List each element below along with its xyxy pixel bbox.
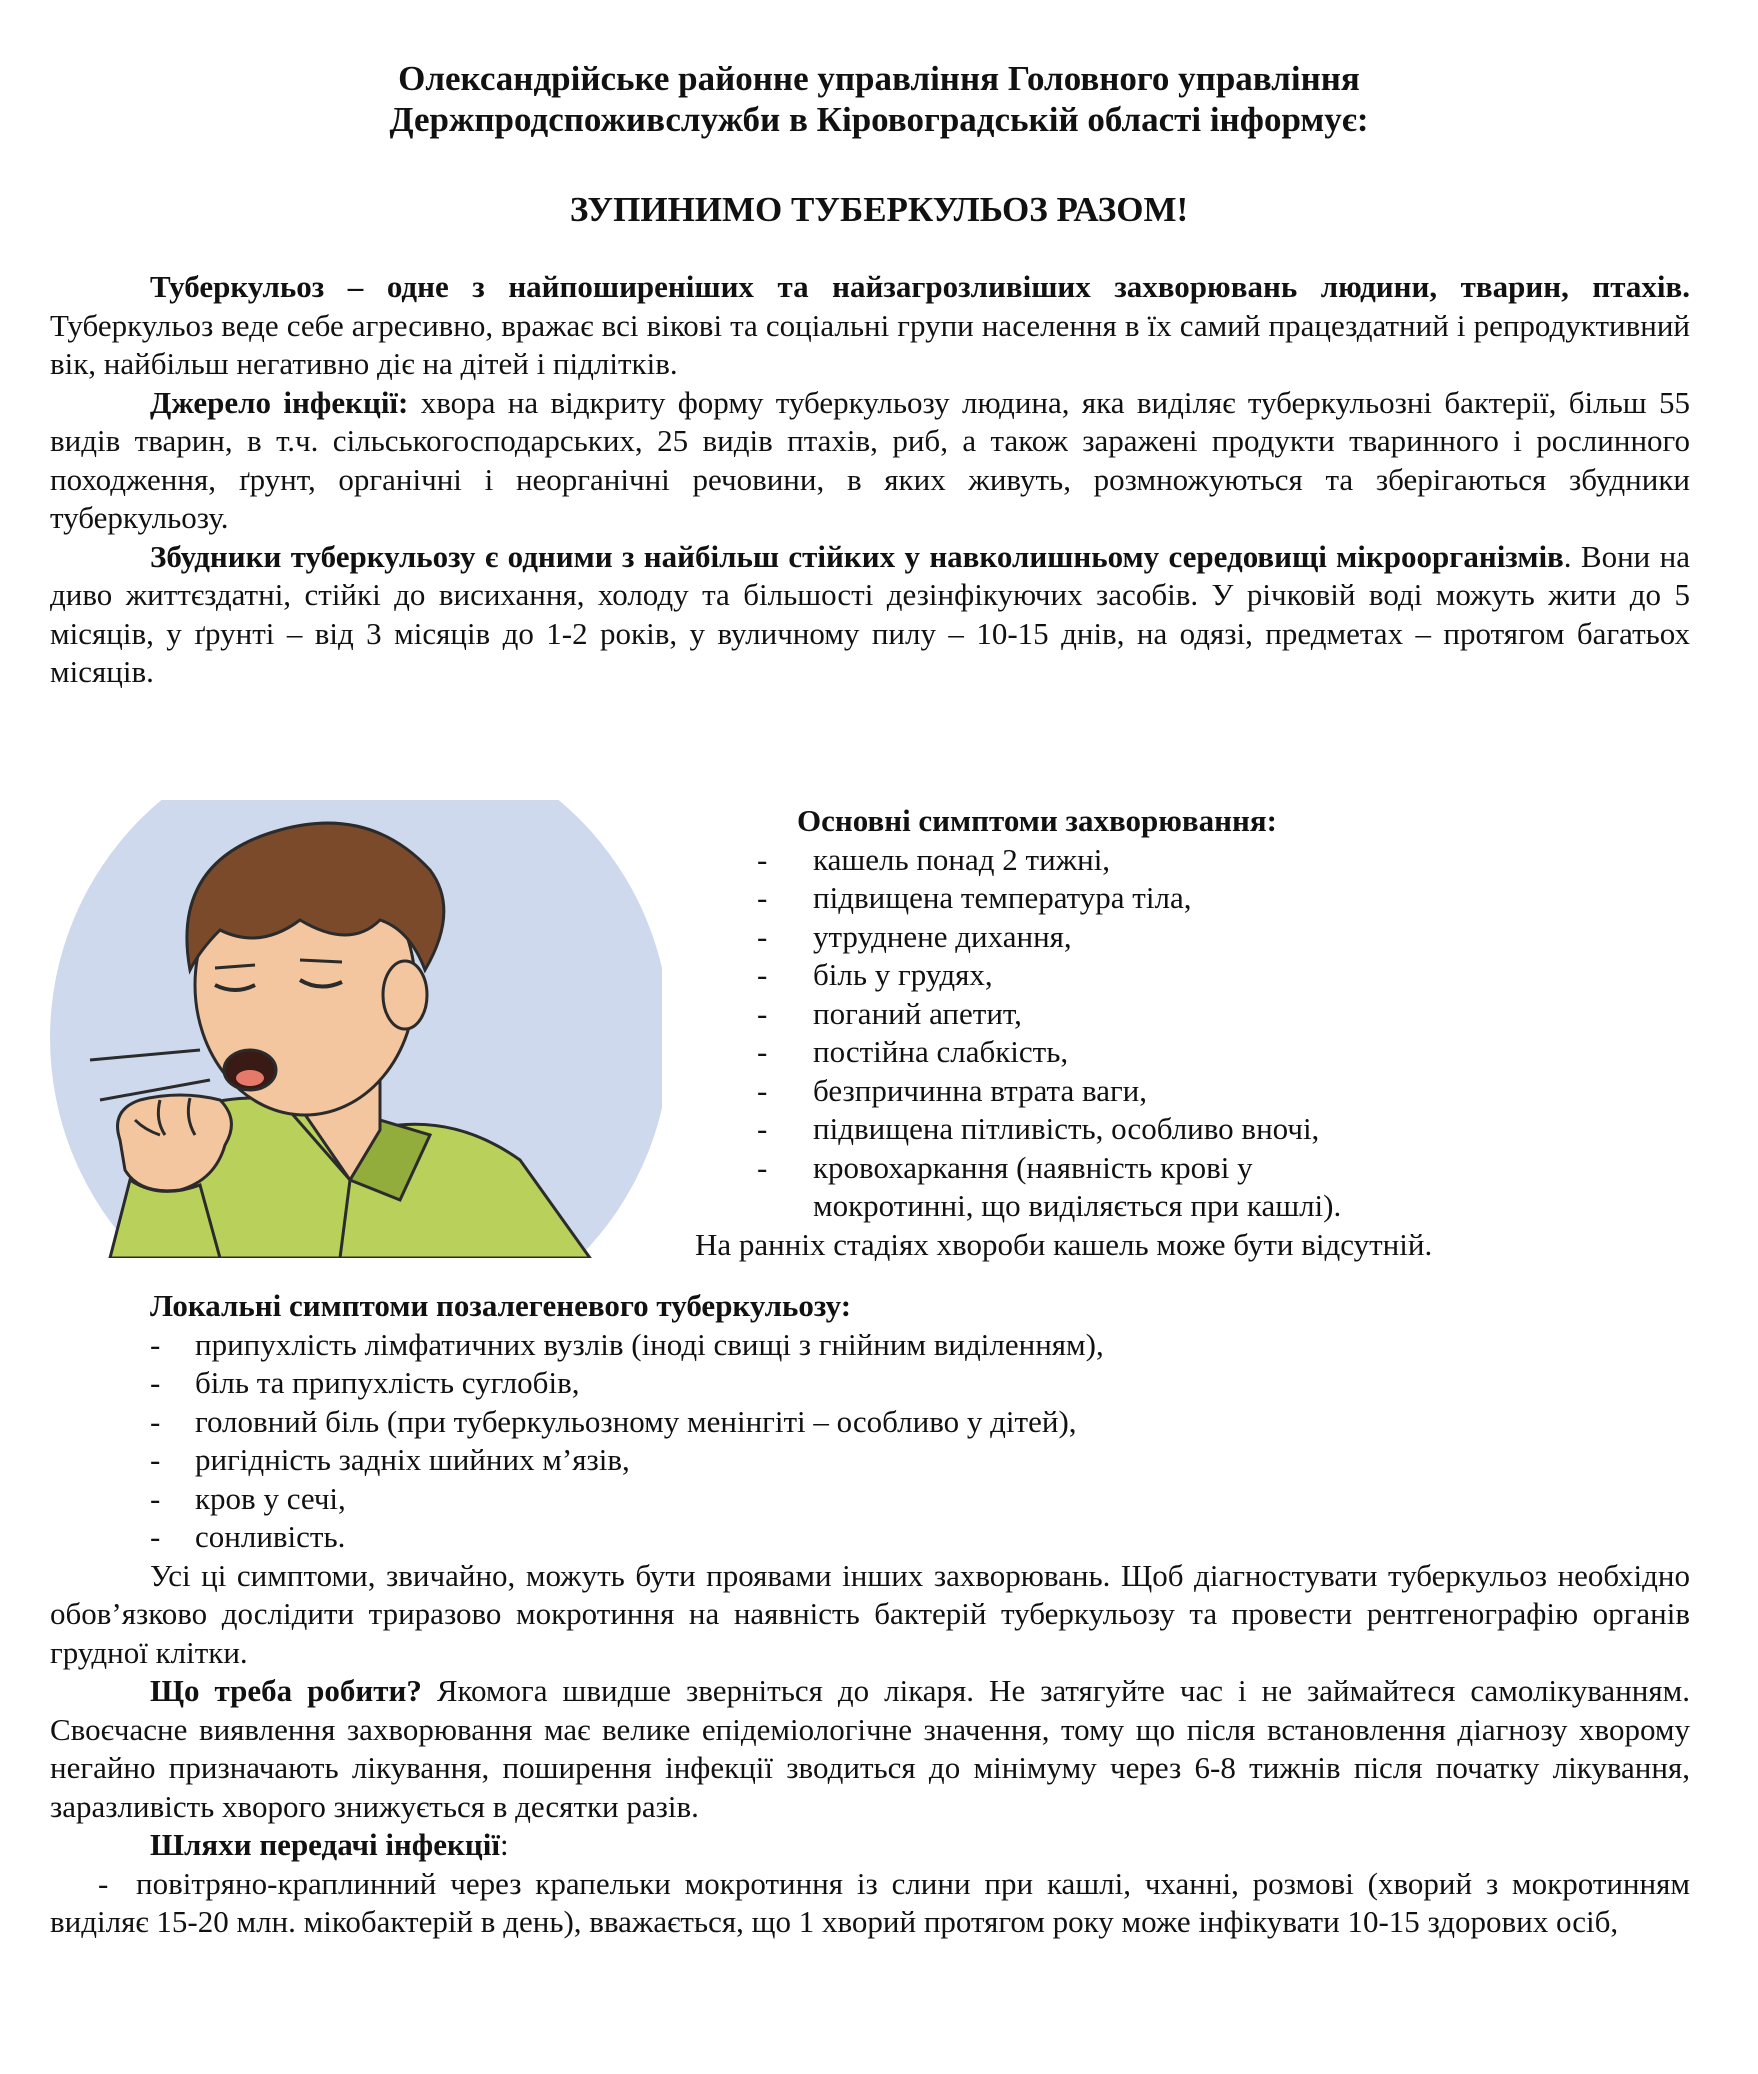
- transmission-item: [50, 1865, 1690, 1942]
- page-title: ЗУПИНИМО ТУБЕРКУЛЬОЗ РАЗОМ!: [569, 190, 1189, 229]
- symptom-text: підвищена температура тіла,: [813, 880, 1192, 915]
- list-item: [685, 841, 1685, 880]
- symptom-text: кровохаркання (наявність крові у мокротинні, що виділяється при кашлі).: [813, 1149, 1342, 1223]
- action-bold: Що треба робити?: [150, 1673, 422, 1708]
- source-text: хвора на відкриту форму туберкульозу людина, яка виділяє туберкульозні бактерії, більш 55 видів тварин, в т.ч. сільськогосподарських, 25 видів птахів, риб, а також заражені продукти тваринного і рослинного походження, ґрунт, органічні і неорганічні речовини, в яких живуть, розмножуються та зберігаються збудники туберкульозу.: [50, 384, 1690, 535]
- list-item: [685, 1033, 1685, 1072]
- symptom-text: підвищена пітливість, особливо вночі,: [813, 1111, 1320, 1146]
- symptom-text: поганий апетит,: [813, 995, 1022, 1031]
- dash-marker: -: [757, 918, 768, 954]
- list-item: [50, 1326, 1690, 1365]
- local-symptoms-list: [50, 1326, 1690, 1557]
- dash-marker: -: [150, 1442, 161, 1477]
- dash-marker: -: [757, 1111, 768, 1146]
- source-paragraph: [50, 384, 1690, 538]
- dash-marker: -: [150, 1480, 161, 1516]
- list-item: [50, 1364, 1690, 1403]
- main-symptoms-heading: [685, 802, 1685, 841]
- local-symptom-text: кров у сечі,: [195, 1480, 346, 1516]
- local-symptoms-heading-text: Локальні симптоми позалегеневого туберкульозу:: [150, 1288, 852, 1323]
- dash-marker: -: [150, 1403, 161, 1439]
- symptom-text: постійна слабкість,: [813, 1034, 1069, 1069]
- list-item: [685, 1149, 1373, 1226]
- main-symptoms-section: [685, 802, 1685, 1264]
- text-bottom: [50, 1287, 1690, 1942]
- symptom-text: утруднене дихання,: [813, 918, 1072, 954]
- text-top: [50, 268, 1690, 692]
- local-symptom-text: ригідність задніх шийних м’язів,: [195, 1442, 630, 1477]
- header-line-2: Держпродспоживслужби в Кіровоградській області інформує:: [389, 100, 1369, 139]
- main-symptoms-heading-text: Основні симптоми захворювання: [797, 803, 1267, 838]
- transmission-heading: [50, 1826, 1690, 1865]
- list-item: [685, 995, 1685, 1034]
- dash-marker: -: [757, 957, 768, 992]
- local-symptom-text: припухлість лімфатичних вузлів (іноді свищі з гнійним виділенням),: [195, 1326, 1104, 1362]
- local-symptoms-heading: [50, 1287, 1690, 1326]
- dash-marker: -: [150, 1519, 161, 1554]
- intro-bold: Туберкульоз – одне з найпоширеніших та найзагрозливіших захворювань людини, тварин, птахів.: [150, 269, 1690, 304]
- dash-marker: -: [98, 1865, 109, 1901]
- list-item: [685, 1110, 1685, 1149]
- pathogens-paragraph: [50, 538, 1690, 692]
- illustration-svg: [50, 800, 662, 1258]
- source-bold: Джерело інфекції:: [150, 384, 409, 420]
- conclusion-paragraph: Усі ці симптоми, звичайно, можуть бути проявами інших захворювань. Щоб діагностувати туберкульоз необхідно обов’язково дослідити триразово мокротиння на наявність бактерій туберкульозу та провести рентгенографію органів грудної клітки.: [50, 1557, 1690, 1670]
- local-symptom-text: сонливість.: [195, 1519, 346, 1554]
- transmission-heading-colon: :: [499, 1827, 509, 1862]
- main-symptoms-list: [685, 841, 1685, 1226]
- transmission-item-text: повітряно-краплинний через крапельки мокротиння із слини при кашлі, чханні, розмові (хворий з мокротинням виділяє 15-20 млн. мікобактерій в день), вважається, що 1 хворий протягом року може інфікувати 10-15 здорових осіб,: [50, 1865, 1691, 1939]
- symptom-text: біль у грудях,: [813, 957, 993, 992]
- dash-marker: -: [150, 1326, 161, 1362]
- pathogens-bold: Збудники туберкульозу є одними з найбільш стійких у навколишньому середовищі мікроорганізмів: [150, 538, 1564, 574]
- dash-marker: -: [757, 880, 768, 915]
- list-item: [50, 1441, 1690, 1480]
- pathogens-text: . Вони на диво життєздатні, стійкі до висихання, холоду та більшості дезінфікуючих засобів. У річковій воді можуть жити до 5 місяців, у ґрунті – від 3 місяців до 1-2 років, у вуличному пилу – 10-15 днів, на одязі, предметах – протягом багатьох місяців.: [50, 538, 1690, 689]
- dash-marker: -: [757, 1072, 768, 1108]
- list-item: [685, 1072, 1685, 1111]
- action-text: Якомога швидше зверніться до лікаря. Не затягуйте час і не займайтеся самолікуванням. Своєчасне виявлення захворювання має велике епідеміологічне значення, тому що після встановлення діагнозу хворому негайно призначають лікування, поширення інфекції зводиться до мінімуму через 6-8 тижнів після початку лікування, заразливість хворого знижується в десятки разів.: [50, 1673, 1691, 1824]
- ear-shape: [383, 961, 427, 1029]
- dash-marker: -: [757, 1034, 768, 1069]
- symptom-text: кашель понад 2 тижні,: [813, 841, 1111, 877]
- list-item: [50, 1480, 1690, 1519]
- list-item: [50, 1403, 1690, 1442]
- header: [0, 58, 1758, 140]
- local-symptom-text: головний біль (при туберкульозному менінгіті – особливо у дітей),: [195, 1403, 1077, 1439]
- intro-paragraph: [50, 268, 1690, 384]
- transmission-heading-text: Шляхи передачі інфекції: [150, 1827, 500, 1862]
- coughing-person-illustration: [50, 800, 662, 1258]
- action-paragraph: [50, 1672, 1690, 1826]
- header-line-1: Олександрійське районне управління Головного управління: [398, 59, 1360, 98]
- list-item: [685, 879, 1685, 918]
- list-item: [50, 1518, 1690, 1557]
- intro-text: Туберкульоз веде себе агресивно, вражає всі вікові та соціальні групи населення в їх самий працездатний і репродуктивний вік, найбільш негативно діє на дітей і підлітків.: [50, 307, 1690, 381]
- list-item: [685, 918, 1685, 957]
- dash-marker: -: [757, 841, 768, 877]
- main-symptoms-heading-colon: :: [1266, 803, 1277, 838]
- dash-marker: -: [757, 995, 768, 1031]
- symptom-text: безпричинна втрата ваги,: [813, 1072, 1148, 1108]
- early-stage-note: На ранніх стадіях хвороби кашель може бути відсутній.: [695, 1226, 1433, 1262]
- dash-marker: -: [757, 1149, 768, 1185]
- list-item: [685, 956, 1685, 995]
- dash-marker: -: [150, 1365, 161, 1400]
- local-symptom-text: біль та припухлість суглобів,: [195, 1365, 580, 1400]
